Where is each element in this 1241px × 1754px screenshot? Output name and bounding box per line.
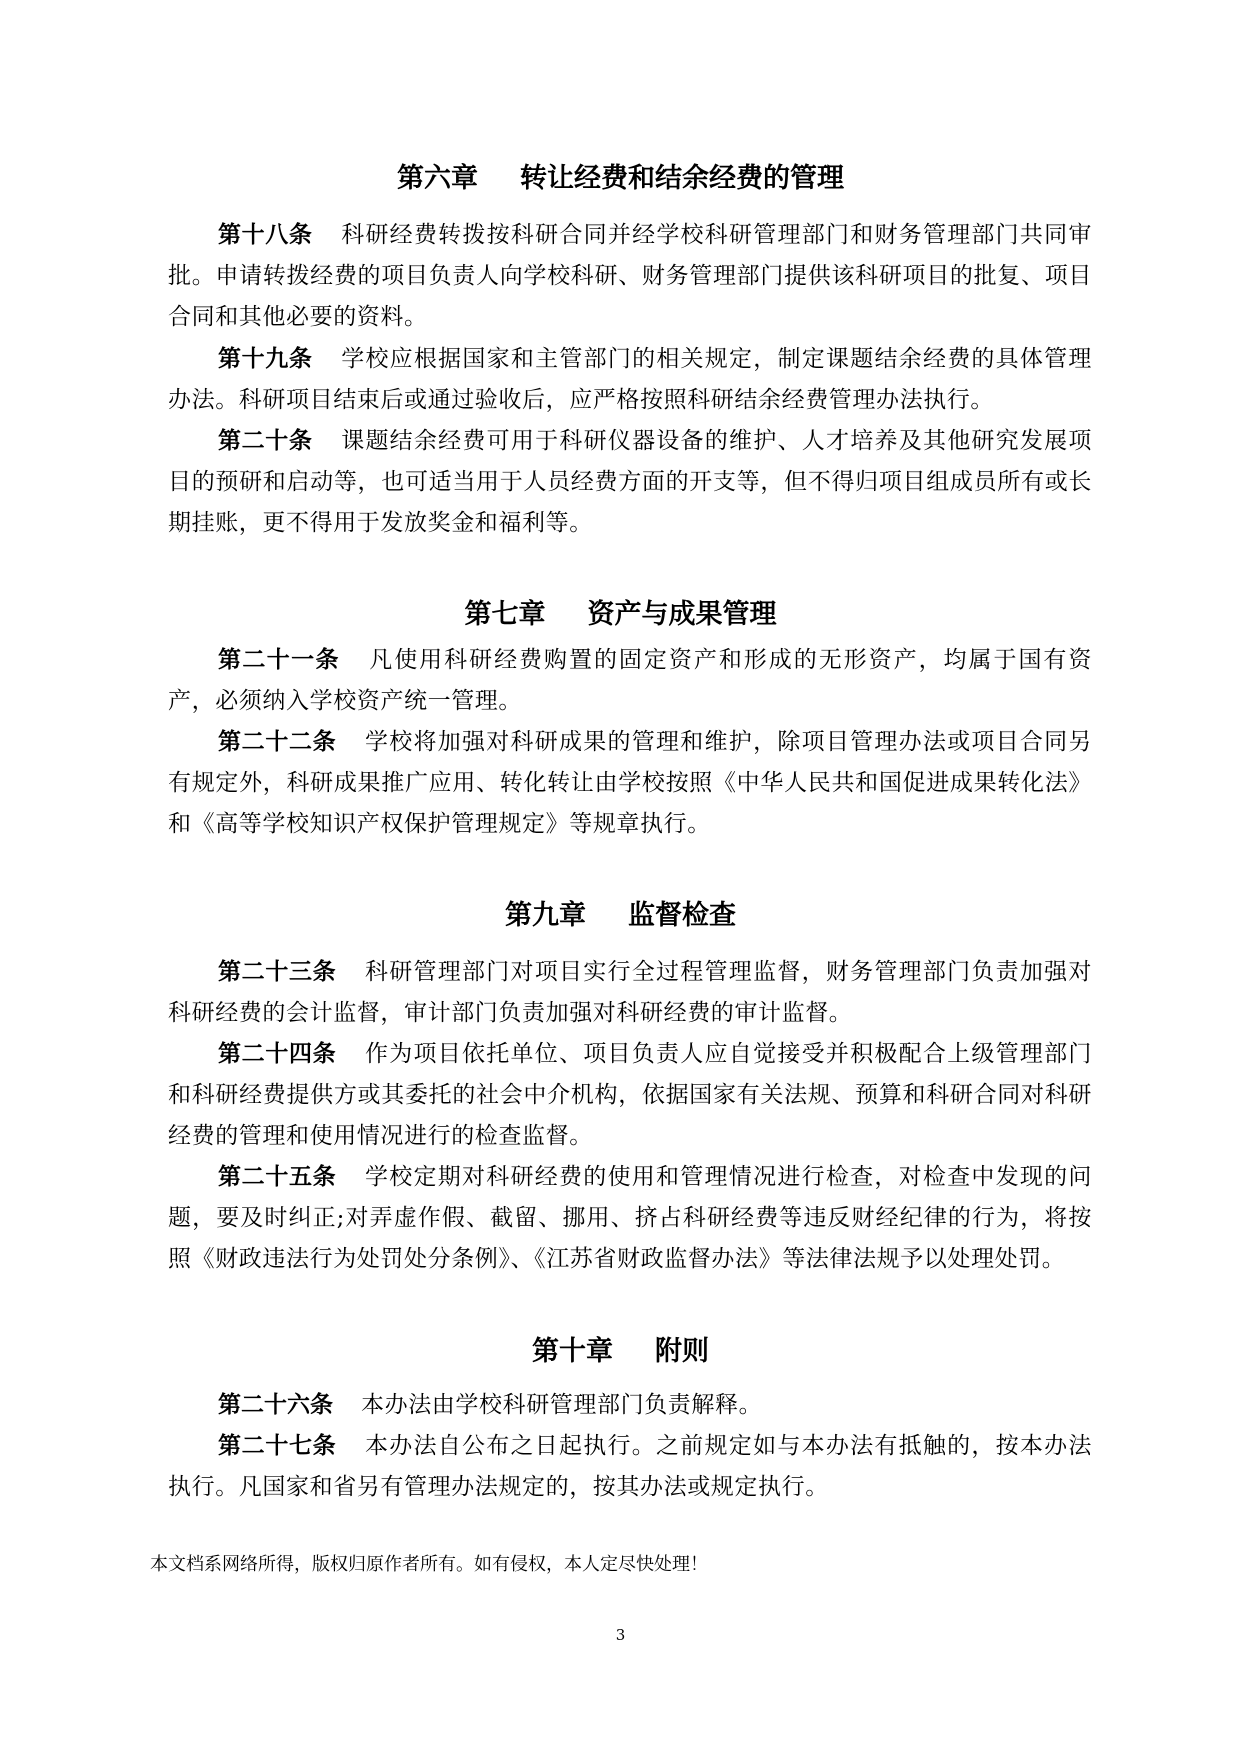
article-text: 凡使用科研经费购置的固定资产和形成的无形资产，均属于国有资产，必须纳入学校资产统一管理。 xyxy=(168,647,1093,714)
article-number: 第十八条 xyxy=(218,222,313,248)
chapter-number: 第七章 xyxy=(464,599,546,630)
article-text: 课题结余经费可用于科研仪器设备的维护、人才培养及其他研究发展项目的预研和启动等，也可适当用于人员经费方面的开支等，但不得归项目组成员所有或长期挂账，更不得用于发放奖金和福利等。 xyxy=(168,428,1092,536)
article-26 xyxy=(168,1385,1092,1426)
article-21 xyxy=(168,640,1092,722)
article-23 xyxy=(168,952,1092,1034)
chapter-title: 监督检查 xyxy=(628,900,736,931)
article-number: 第二十五条 xyxy=(218,1164,337,1190)
article-text: 作为项目依托单位、项目负责人应自觉接受并积极配合上级管理部门和科研经费提供方或其委托的社会中介机构，依据国家有关法规、预算和科研合同对科研经费的管理和使用情况进行的检查监督。 xyxy=(168,1041,1093,1149)
article-text: 学校将加强对科研成果的管理和维护，除项目管理办法或项目合同另有规定外，科研成果推广应用、转化转让由学校按照《中华人民共和国促进成果转化法》和《高等学校知识产权保护管理规定》等规章执行。 xyxy=(168,729,1093,837)
article-text: 学校应根据国家和主管部门的相关规定，制定课题结余经费的具体管理办法。科研项目结束后或通过验收后，应严格按照科研结余经费管理办法执行。 xyxy=(168,346,1092,413)
article-19 xyxy=(168,339,1092,421)
article-27 xyxy=(168,1426,1092,1508)
article-number: 第二十条 xyxy=(218,428,313,454)
chapter-heading-10 xyxy=(0,1334,1241,1370)
chapter-heading-6 xyxy=(0,161,1241,197)
article-20 xyxy=(168,421,1092,544)
article-text: 本办法由学校科研管理部门负责解释。 xyxy=(361,1392,763,1418)
copyright-note: 本文档系网络所得，版权归原作者所有。如有侵权，本人定尽快处理！ xyxy=(150,1554,708,1575)
article-text: 学校定期对科研经费的使用和管理情况进行检查，对检查中发现的问题，要及时纠正;对弄虚作假、截留、挪用、挤占科研经费等违反财经纪律的行为，将按照《财政违法行为处罚处分条例》、《江苏省财政监督办法》等法律法规予以处理处罚。 xyxy=(168,1164,1093,1272)
article-22 xyxy=(168,722,1092,845)
article-text: 本办法自公布之日起执行。之前规定如与本办法有抵触的，按本办法执行。凡国家和省另有管理办法规定的，按其办法或规定执行。 xyxy=(168,1433,1093,1500)
article-text: 科研管理部门对项目实行全过程管理监督，财务管理部门负责加强对科研经费的会计监督，审计部门负责加强对科研经费的审计监督。 xyxy=(168,959,1093,1026)
chapter-heading-7 xyxy=(0,597,1241,633)
article-18 xyxy=(168,215,1092,338)
chapter-title: 资产与成果管理 xyxy=(587,599,777,630)
chapter-number: 第九章 xyxy=(505,900,586,931)
article-number: 第二十二条 xyxy=(218,729,337,755)
chapter-number: 第六章 xyxy=(397,163,478,194)
article-number: 第二十三条 xyxy=(218,959,337,985)
article-24 xyxy=(168,1034,1092,1157)
article-number: 第二十一条 xyxy=(218,647,340,673)
article-number: 第二十七条 xyxy=(218,1433,337,1459)
article-number: 第二十六条 xyxy=(218,1392,333,1418)
page-number: 3 xyxy=(615,1626,626,1644)
chapter-title: 附则 xyxy=(655,1336,709,1367)
chapter-title: 转让经费和结余经费的管理 xyxy=(520,163,844,194)
article-number: 第二十四条 xyxy=(218,1041,337,1067)
chapter-number: 第十章 xyxy=(532,1336,613,1367)
chapter-heading-9 xyxy=(0,898,1241,934)
article-text: 科研经费转拨按科研合同并经学校科研管理部门和财务管理部门共同审批。申请转拨经费的项目负责人向学校科研、财务管理部门提供该科研项目的批复、项目合同和其他必要的资料。 xyxy=(168,222,1092,330)
article-25 xyxy=(168,1157,1092,1280)
article-number: 第十九条 xyxy=(218,346,313,372)
